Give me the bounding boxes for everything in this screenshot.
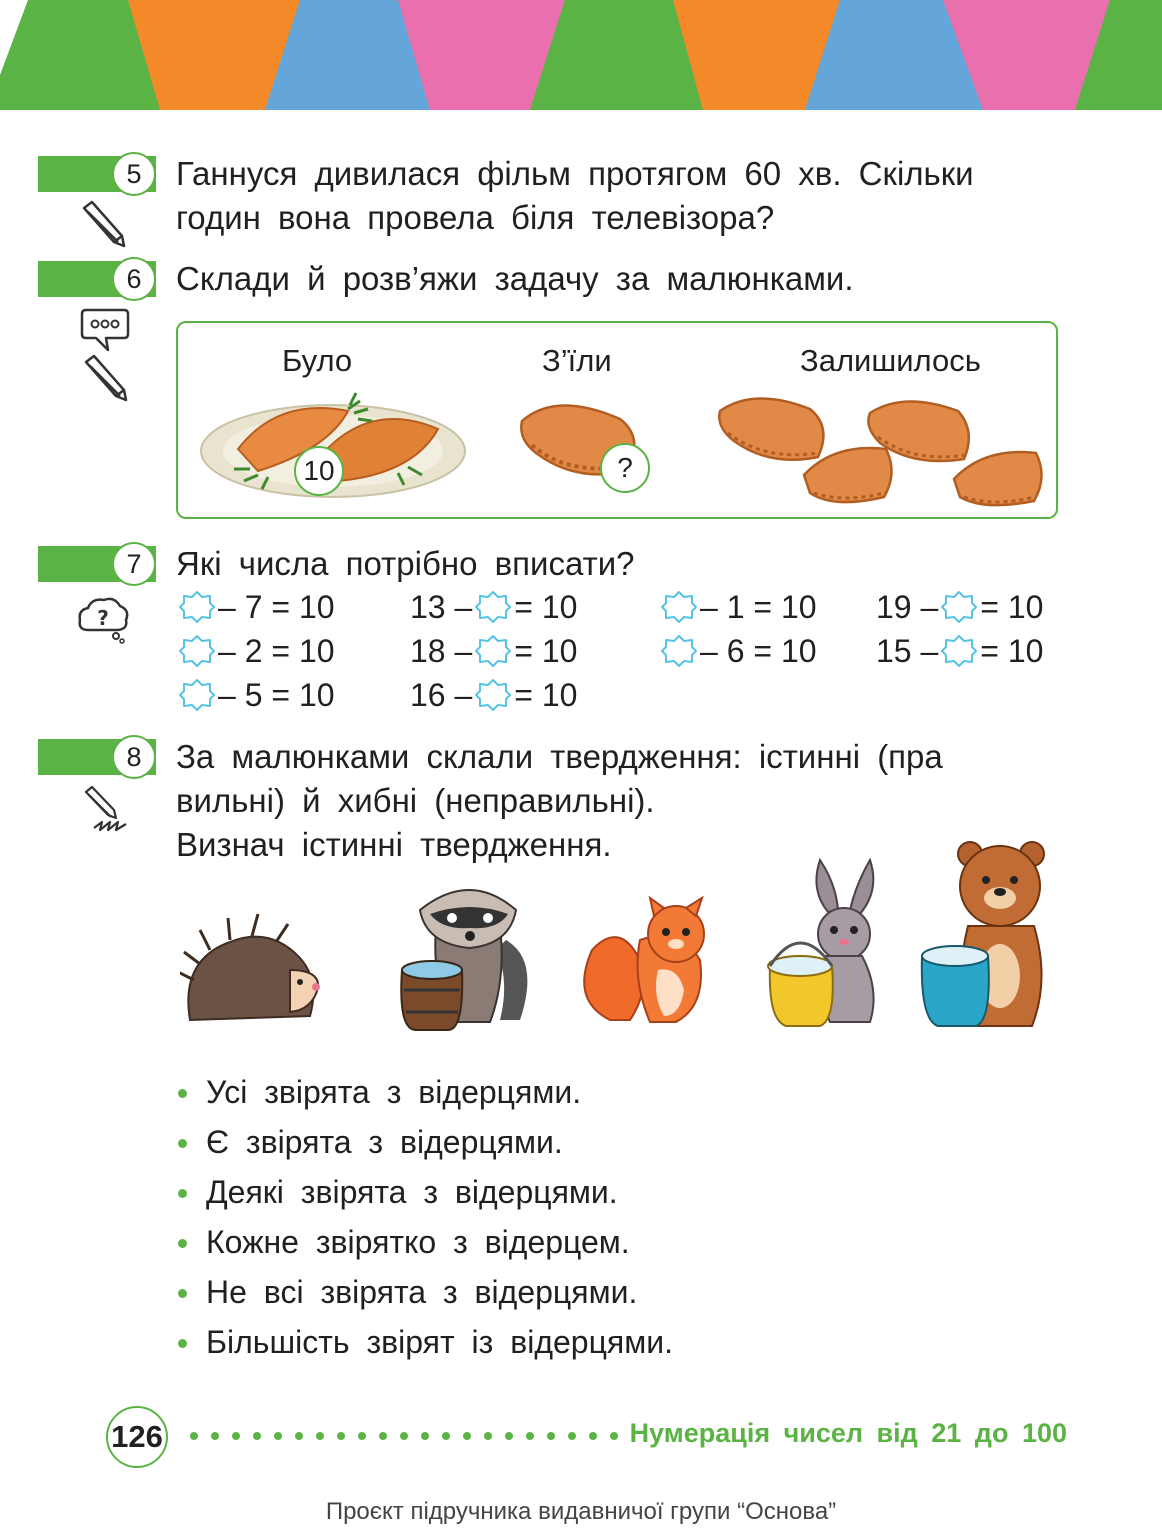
bear-image: [922, 842, 1044, 1026]
answer-blank-star-icon[interactable]: [940, 634, 978, 668]
top-banner: [0, 0, 1162, 110]
equation-right-part: – 1 = 10: [700, 589, 817, 625]
answer-blank-star-icon[interactable]: [178, 678, 216, 712]
task-8-line-3: Визнач істинні твердження.: [176, 826, 612, 863]
label-bulo: Було: [282, 343, 353, 378]
label-zyily: З’їли: [542, 343, 612, 378]
question-cloud-icon: [76, 596, 130, 644]
task-7-line-1: Які числа потрібно вписати?: [176, 545, 635, 582]
equation-right-part: = 10: [980, 633, 1044, 669]
task-6-text: [176, 257, 854, 301]
equation-6: [410, 629, 577, 673]
pencil-icon: [78, 198, 130, 250]
badge-was: 10: [294, 446, 344, 496]
equation-right-part: = 10: [514, 633, 578, 669]
answer-blank-star-icon[interactable]: [474, 590, 512, 624]
equation-right-part: = 10: [980, 589, 1044, 625]
equation-right-part: = 10: [514, 677, 578, 713]
answer-blank-star-icon[interactable]: [178, 590, 216, 624]
equation-left-operand: 18 –: [410, 633, 473, 669]
page-number: 126: [106, 1406, 168, 1468]
equation-10: [410, 673, 577, 717]
remaining-pies-image: [714, 393, 1050, 509]
answer-blank-star-icon[interactable]: [474, 634, 512, 668]
task-7-text: [176, 542, 634, 586]
equation-right-part: – 7 = 10: [218, 589, 335, 625]
equation-8: [876, 629, 1043, 673]
squirrel-image: [584, 898, 704, 1022]
answer-blank-star-icon[interactable]: [940, 590, 978, 624]
equation-5: [176, 629, 335, 673]
answer-blank-star-icon[interactable]: [660, 590, 698, 624]
list-item: Деякі звірята з відерцями.: [176, 1168, 673, 1218]
list-item: Не всі звірята з відерцями.: [176, 1268, 673, 1318]
answer-blank-star-icon[interactable]: [474, 678, 512, 712]
list-item: Більшість звірят із відерцями.: [176, 1318, 673, 1368]
svg-text:?: ?: [97, 606, 109, 630]
list-item: Усі звірята з відерцями.: [176, 1068, 673, 1118]
equation-9: [176, 673, 335, 717]
equation-right-part: = 10: [514, 589, 578, 625]
equation-4: [876, 585, 1043, 629]
equation-left-operand: 13 –: [410, 589, 473, 625]
footer-dots: [190, 1426, 630, 1446]
task-5-text: [176, 152, 974, 240]
animals-illustration: [180, 830, 1060, 1040]
task-8-line-1: За малюнками склали твердження: істинні (пра: [176, 738, 943, 775]
answer-blank-star-icon[interactable]: [178, 634, 216, 668]
equation-2: [410, 585, 577, 629]
equation-1: [176, 585, 335, 629]
footer-topic: Нумерація чисел від 21 до 100: [629, 1418, 1067, 1448]
hedgehog-image: [180, 914, 320, 1020]
equation-right-part: – 5 = 10: [218, 677, 335, 713]
statements-list: [176, 1068, 673, 1368]
task-8-number: 8: [112, 735, 156, 779]
equation-left-operand: 19 –: [876, 589, 939, 625]
equation-3: [658, 585, 817, 629]
task-7-number: 7: [112, 542, 156, 586]
equation-7: [658, 629, 817, 673]
raccoon-image: [401, 890, 527, 1030]
equation-right-part: – 6 = 10: [700, 633, 817, 669]
task-8-line-2: вильні) й хибні (неправильні).: [176, 782, 655, 819]
equation-left-operand: 15 –: [876, 633, 939, 669]
label-zalyshylos: Залишилось: [800, 343, 981, 378]
picture-task-box: [176, 321, 1058, 519]
bunny-image: [768, 860, 874, 1026]
equation-right-part: – 2 = 10: [218, 633, 335, 669]
task-5-line-2: годин вона провела біля телевізора?: [176, 199, 775, 236]
answer-blank-star-icon[interactable]: [660, 634, 698, 668]
list-item: Кожне звірятко з відерцем.: [176, 1218, 673, 1268]
task-5-line-1: Ганнуся дивилася фільм протягом 60 хв. Скільки: [176, 155, 974, 192]
footer-credit: Проєкт підручника видавничої групи “Основа”: [325, 1498, 837, 1525]
equation-left-operand: 16 –: [410, 677, 473, 713]
pencil-scribble-icon: [80, 784, 130, 834]
pencil-icon: [80, 352, 132, 404]
task-6-number: 6: [112, 257, 156, 301]
badge-eaten: ?: [600, 443, 650, 493]
task-5-number: 5: [112, 152, 156, 196]
speech-bubble-icon: [80, 304, 130, 352]
task-6-line-1: Склади й розв’яжи задачу за малюнками.: [176, 260, 854, 297]
list-item: Є звірята з відерцями.: [176, 1118, 673, 1168]
